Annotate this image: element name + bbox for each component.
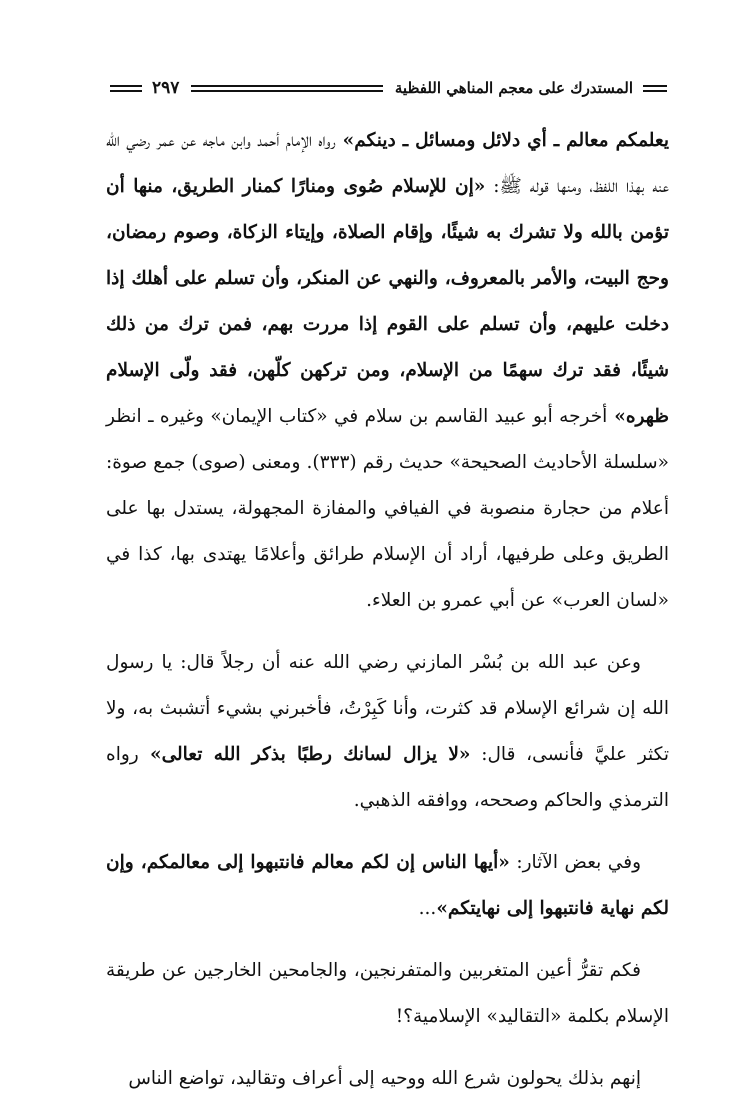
text-segment: وعن عبد الله بن بُسْر المازني رضي الله عنه أن رجلاً قال: يا رسول الله إن شرائع الإسلام قد كثرت، وأنا كَبِرْتُ، فأخبرني بشيء أتشبث به، ولا تكثر عليَّ فأنسى، قال: xyxy=(106,652,669,765)
text-segment: رواه الترمذي والحاكم وصححه، ووافقه الذهبي. xyxy=(106,744,669,811)
running-header xyxy=(110,72,667,104)
paragraph xyxy=(106,1056,669,1102)
text-segment: وفي بعض الآثار: xyxy=(509,852,641,873)
text-segment: فكم تقرُّ أعين المتغربين والمتفرنجين، والجامحين الخارجين عن طريقة الإسلام بكلمة «التقاليد» الإسلامية؟! xyxy=(106,960,669,1027)
running-title: المستدرك على معجم المناهي اللفظية xyxy=(394,79,633,97)
paragraph xyxy=(106,640,669,824)
text-segment: رواه الإمام أحمد وابن ماجه عن عمر رضي الله عنه بهذا اللفظ، ومنها قوله ﷺ: xyxy=(106,130,669,197)
header-rule-start xyxy=(643,85,667,92)
text-segment: «إن للإسلام صُوى ومنارًا كمنار الطريق، منها أن تؤمن بالله ولا تشرك به شيئًا، وإقام الصلاة، وإيتاء الزكاة، وصوم رمضان، وحج البيت، والأمر بالمعروف، والنهي عن المنكر، وأن تسلم على أهلك إذا دخلت عليهم، وأن تسلم على القوم إذا مررت بهم، فمن ترك من ذلك شيئًا، فقد ترك سهمًا من الإسلام، ومن تركهن كلّهن، فقد ولّى الإسلام ظهره» xyxy=(106,176,669,427)
header-rule-middle xyxy=(191,85,382,92)
paragraph xyxy=(106,118,669,624)
text-segment: أخرجه أبو عبيد القاسم بن سلام في «كتاب الإيمان» وغيره ـ انظر «سلسلة الأحاديث الصحيحة» حديث رقم (٣٣٣). ومعنى (صوى) جمع صوة: أعلام من حجارة منصوبة في الفيافي والمفازة المجهولة، يستدل بها على الطريق وعلى طرفيها، أراد أن الإسلام طرائق وأعلامًا يهتدى بها، كذا في «لسان العرب» عن أبي عمرو بن العلاء. xyxy=(106,406,669,611)
header-rule-end xyxy=(110,85,142,92)
text-segment: «لا يزال لسانك رطبًا بذكر الله تعالى» xyxy=(138,744,471,765)
text-segment: «أيها الناس إن لكم معالم فانتبهوا إلى معالمكم، وإن لكم نهاية فانتبهوا إلى نهايتكم» xyxy=(106,852,669,919)
paragraph xyxy=(106,948,669,1040)
text-segment: إنهم بذلك يحولون شرع الله ووحيه إلى أعراف وتقاليد، تواضع الناس xyxy=(128,1068,641,1089)
page-number: ٢٩٧ xyxy=(152,78,180,98)
paragraph xyxy=(106,840,669,932)
text-segment: ... xyxy=(418,898,437,919)
text-segment: يعلمكم معالم ـ أي دلائل ومسائل ـ دينكم» xyxy=(335,130,669,151)
body-text xyxy=(106,118,669,1102)
